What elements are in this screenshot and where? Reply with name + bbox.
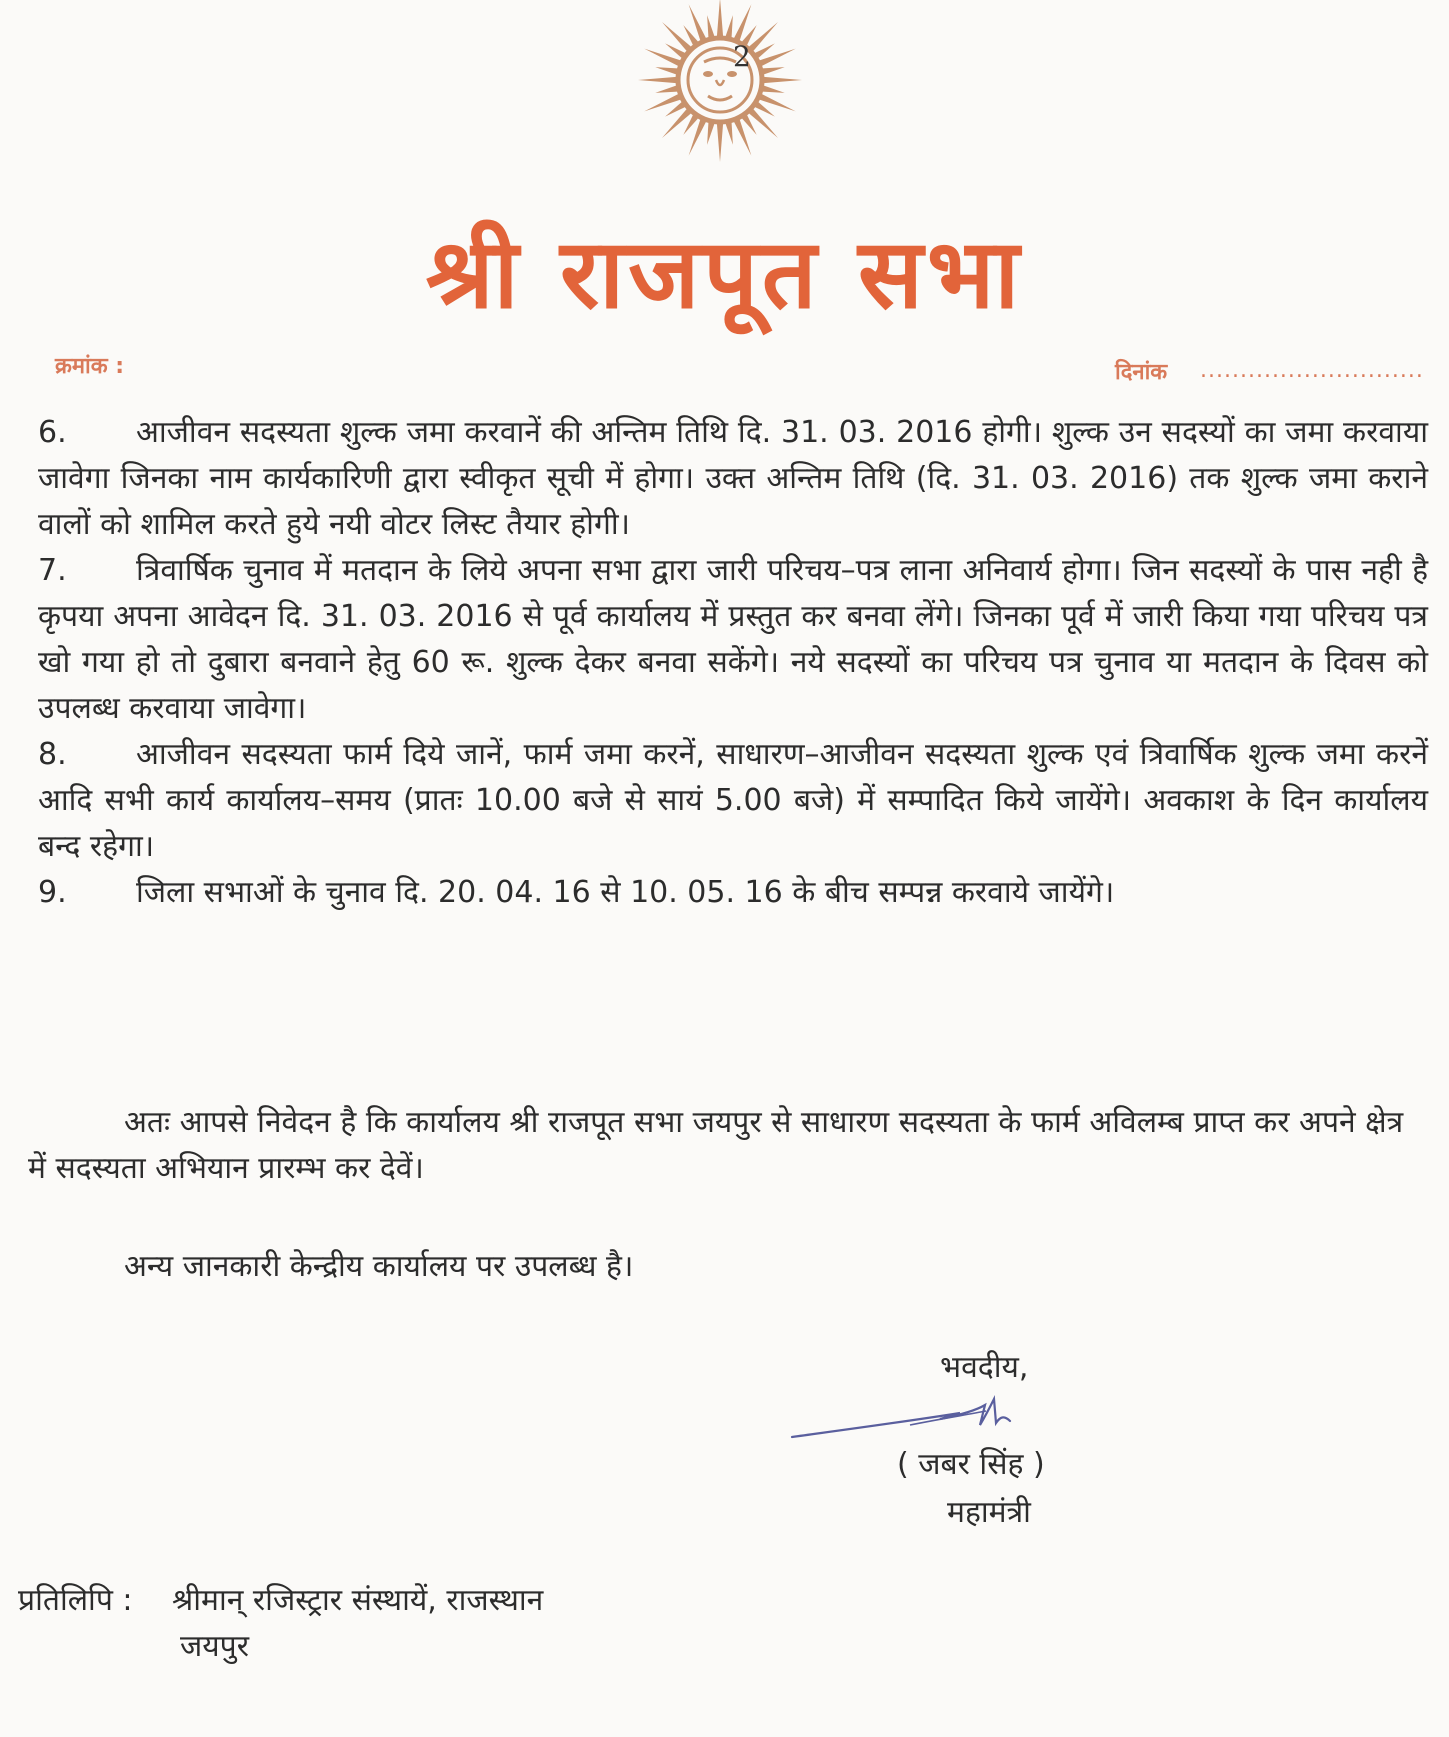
info-paragraph: अन्य जानकारी केन्द्रीय कार्यालय पर उपलब्ध है। <box>124 1249 634 1284</box>
sun-ray <box>717 124 723 162</box>
point-text: जिला सभाओं के चुनाव दि. 20. 04. 16 से 10. 05. 16 के बीच सम्पन्न करवाये जायेंगे। <box>136 875 1115 910</box>
date-label: दिनांक <box>1115 360 1168 385</box>
closing-salutation: भवदीय, <box>940 1350 1029 1385</box>
request-paragraph: अतः आपसे निवेदन है कि कार्यालय श्री राजपूत सभा जयपुर से साधारण सदस्यता के फार्म अविलम्ब प्राप्त कर अपने क्षेत्र में सदस्यता अभियान प्रारम्भ कर देवें। <box>28 1105 1404 1186</box>
sun-emblem-icon <box>620 0 820 165</box>
sun-ray <box>749 109 778 138</box>
sun-ray <box>655 86 677 93</box>
point-text: आजीवन सदस्यता फार्म दिये जानें, फार्म जमा करनें, साधारण–आजीवन सदस्यता शुल्क एवं त्रिवार्षिक शुल्क जमा करनें आदि सभी कार्य कार्यालय–समय (प्रातः 10.00 बजे से सायं 5.00 बजे) में सम्पादित किये जायेंगे। अवकाश के दिन कार्यालय बन्द रहेगा। <box>38 737 1428 864</box>
signer-name: ( जबर सिंह ) <box>897 1447 1045 1482</box>
copy-recipient: श्रीमान् रजिस्ट्रार संस्थायें, राजस्थान <box>172 1583 544 1618</box>
page-number: 2 <box>733 40 751 73</box>
sun-ray <box>655 67 677 74</box>
point-number: 9. <box>38 875 67 910</box>
organization-title: श्री राजपूत सभा <box>425 218 1024 330</box>
sun-ray <box>662 22 691 51</box>
signer-designation: महामंत्री <box>947 1495 1031 1530</box>
sun-ray <box>717 0 723 36</box>
point-number: 7. <box>38 553 67 588</box>
sun-ray <box>726 122 733 144</box>
sun-ray <box>762 86 784 93</box>
sun-ray <box>707 15 714 37</box>
sun-ray <box>662 109 691 138</box>
date-blank-line: ............................ <box>1200 358 1424 383</box>
sun-ray <box>764 77 802 83</box>
point-number: 8. <box>38 737 67 772</box>
serial-number-label: क्रमांक : <box>55 354 125 379</box>
sun-ray <box>707 122 714 144</box>
point-item <box>38 548 1428 732</box>
copy-label: प्रतिलिपि : <box>18 1583 133 1618</box>
point-item <box>38 732 1428 870</box>
sun-ray <box>726 15 733 37</box>
point-text: आजीवन सदस्यता शुल्क जमा करवानें की अन्तिम तिथि दि. 31. 03. 2016 होगी। शुल्क उन सदस्यों का जमा करवाया जावेगा जिनका नाम कार्यकारिणी द्वारा स्वीकृत सूची में होगा। उक्त अन्तिम तिथि (दि. 31. 03. 2016) तक शुल्क जमा कराने वालों को शामिल करते हुये नयी वोटर लिस्ट तैयार होगी। <box>38 415 1428 542</box>
numbered-points <box>38 410 1428 916</box>
copy-city: जयपुर <box>180 1629 249 1664</box>
signature-scribble <box>790 1385 1020 1445</box>
point-item <box>38 410 1428 548</box>
point-text: त्रिवार्षिक चुनाव में मतदान के लिये अपना सभा द्वारा जारी परिचय–पत्र लाना अनिवार्य होगा। जिन सदस्यों के पास नही है कृपया अपना आवेदन दि. 31. 03. 2016 से पूर्व कार्यालय में प्रस्तुत कर बनवा लेंगे। जिनका पूर्व में जारी किया गया परिचय पत्र खो गया हो तो दुबारा बनवाने हेतु 60 रू. शुल्क देकर बनवा सकेंगे। नये सदस्यों का परिचय पत्र चुनाव या मतदान के दिवस को उपलब्ध करवाया जावेगा। <box>38 553 1428 726</box>
sun-ray <box>638 77 676 83</box>
sun-ray <box>762 67 784 74</box>
point-item <box>38 870 1428 916</box>
point-number: 6. <box>38 415 67 450</box>
sun-ray <box>749 22 778 51</box>
